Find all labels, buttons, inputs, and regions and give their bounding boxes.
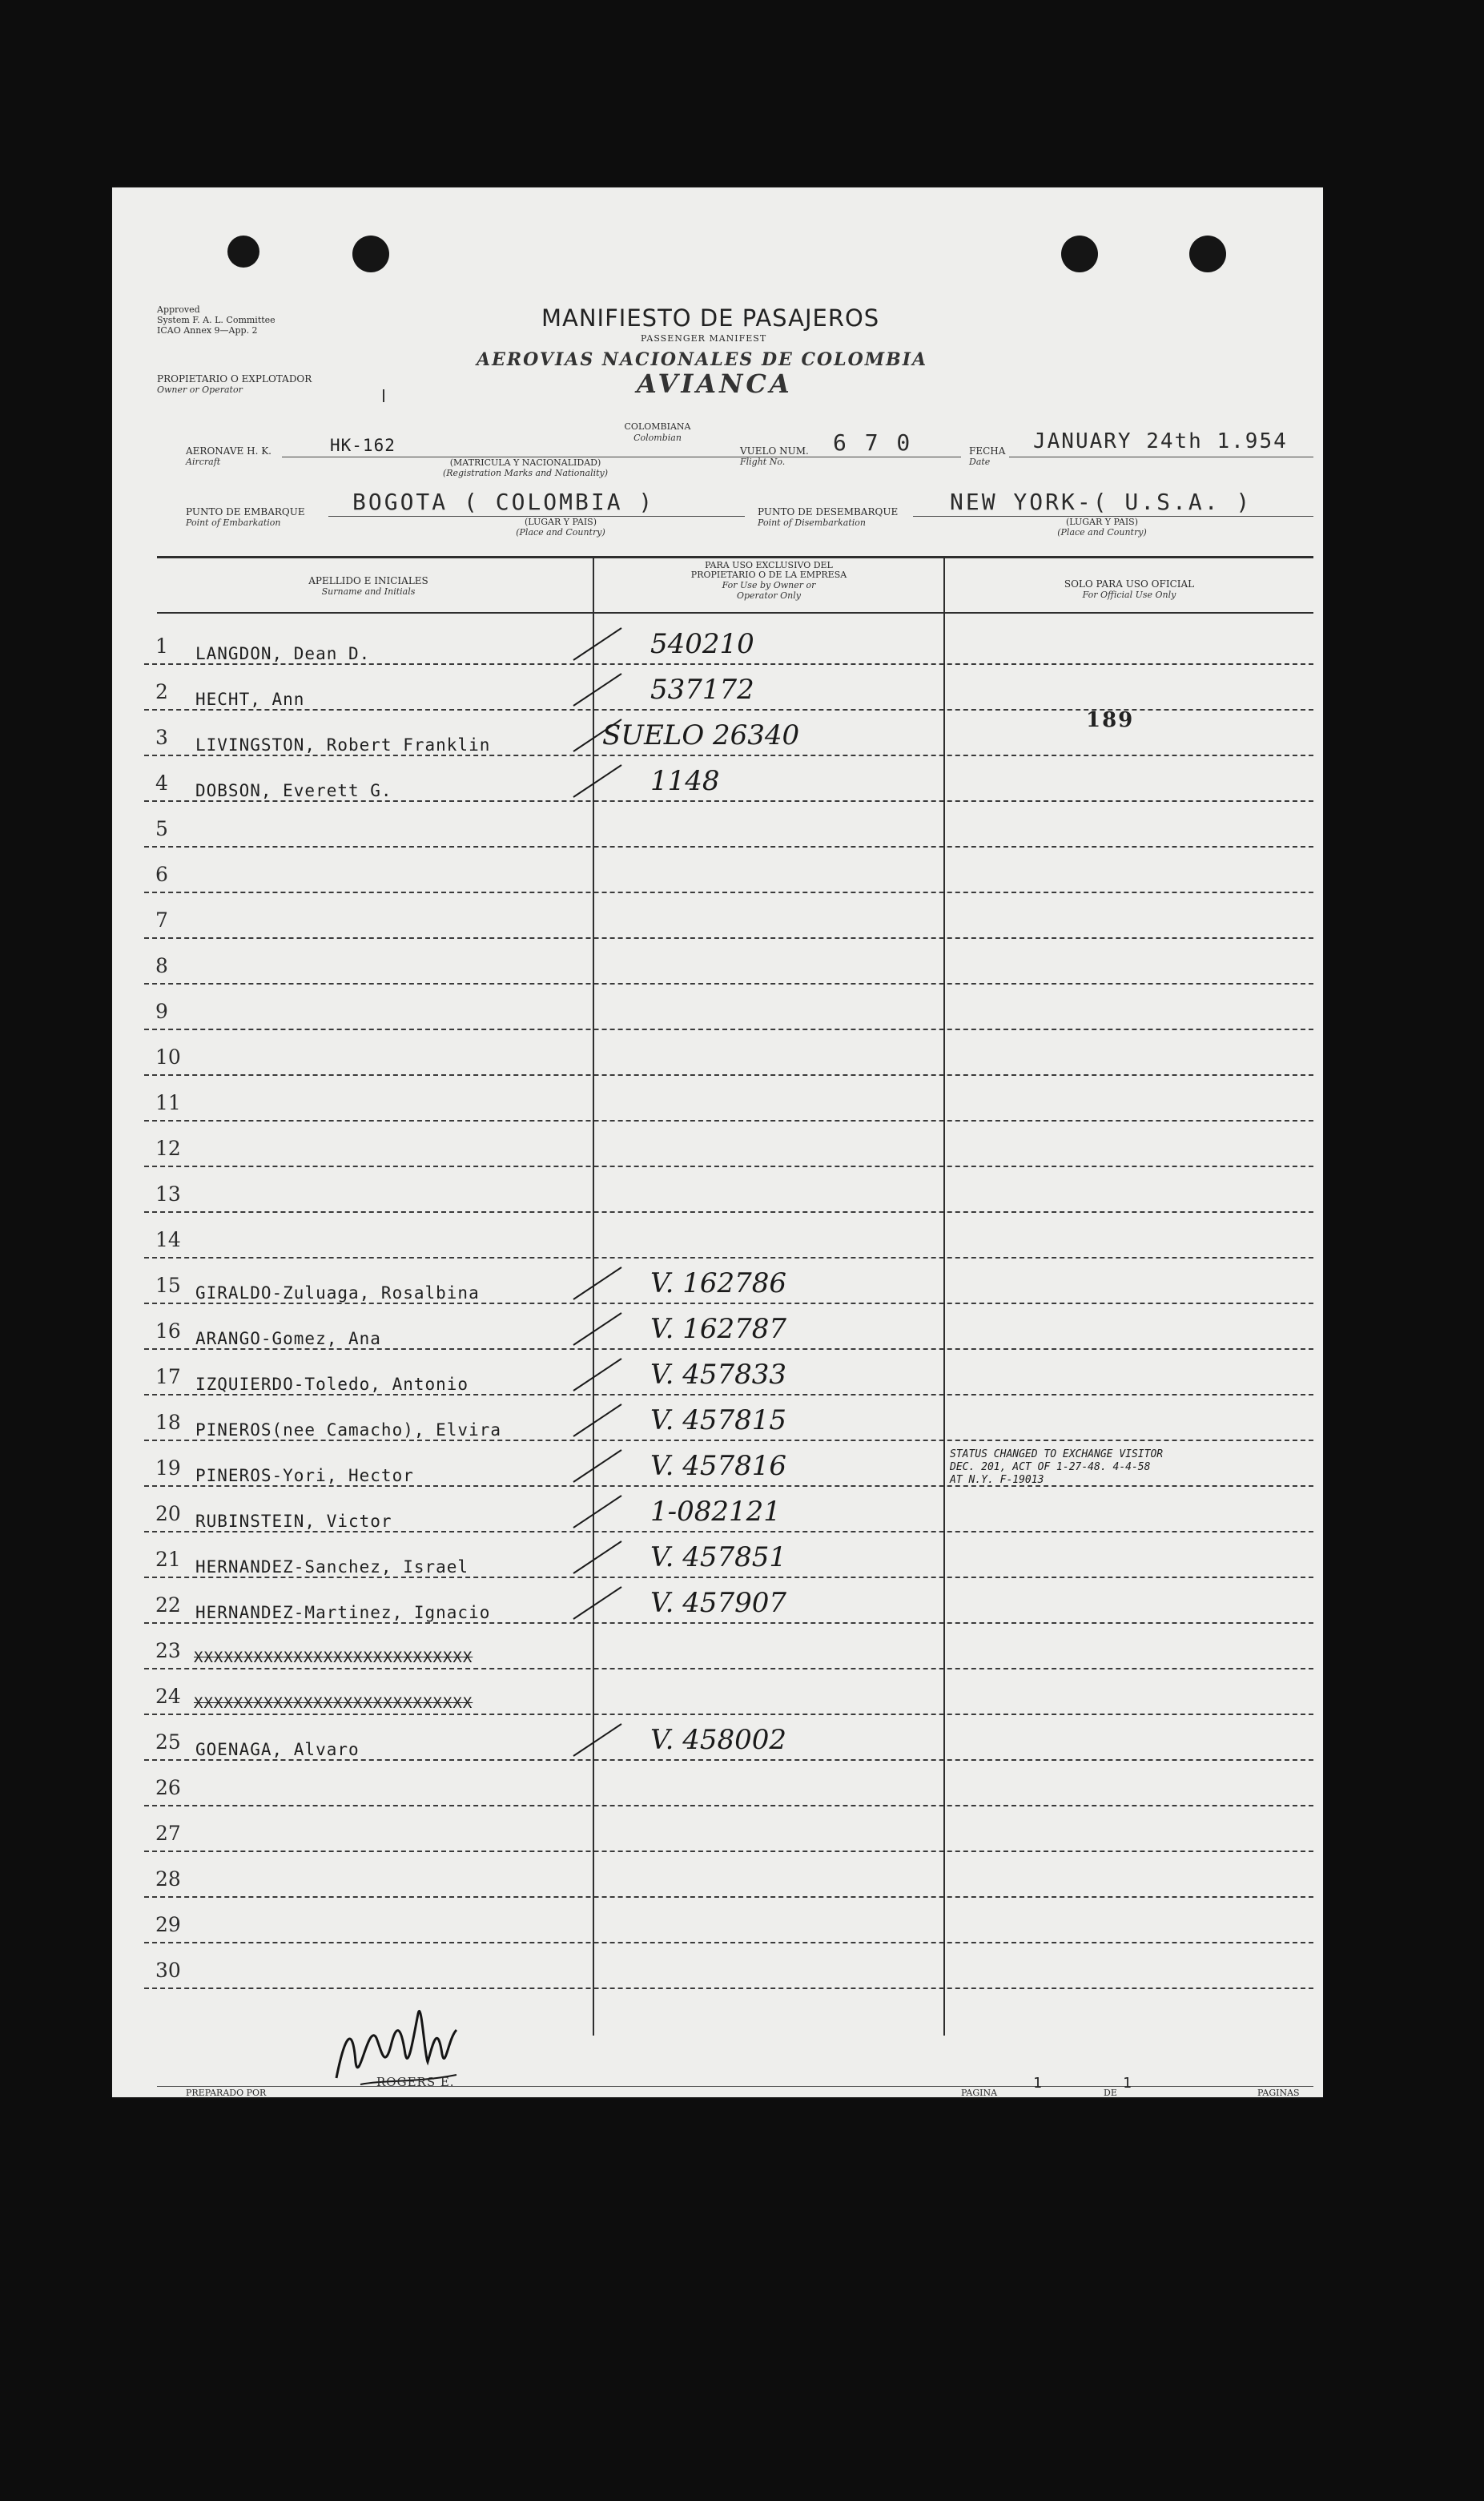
ticket-number: V. 458002 bbox=[650, 1724, 787, 1756]
row-rule bbox=[144, 1074, 1313, 1076]
row-number: 15 bbox=[155, 1274, 181, 1297]
airline-short-name: AVIANCA bbox=[637, 369, 793, 399]
row-number: 26 bbox=[155, 1776, 181, 1799]
status-note-line: AT N.Y. F-19013 bbox=[950, 1474, 1044, 1486]
passenger-name: HECHT, Ann bbox=[195, 690, 305, 709]
embarkation-label-es: PUNTO DE EMBARQUE bbox=[186, 506, 305, 518]
col-header-owner-en: For Use by Owner or Operator Only bbox=[722, 580, 816, 601]
aircraft-label bbox=[186, 445, 271, 467]
aircraft-label-es: AERONAVE H. K. bbox=[186, 445, 271, 457]
table-top-rule bbox=[157, 556, 1313, 558]
row-rule bbox=[144, 800, 1313, 802]
row-rule bbox=[144, 1988, 1313, 1989]
row-rule bbox=[144, 1211, 1313, 1213]
prepared-by-label: PREPARADO POR bbox=[186, 2088, 267, 2098]
passenger-name: HERNANDEZ-Martinez, Ignacio bbox=[195, 1603, 491, 1622]
row-number: 28 bbox=[155, 1867, 181, 1891]
date-label-en: Date bbox=[969, 457, 991, 467]
row-rule bbox=[144, 1531, 1313, 1532]
row-rule bbox=[144, 1120, 1313, 1122]
owner-label-en: Owner or Operator bbox=[157, 385, 243, 395]
registration-label-es: (MATRICULA Y NACIONALIDAD) bbox=[449, 457, 601, 468]
disembarkation-value: NEW YORK-( U.S.A. ) bbox=[950, 489, 1253, 515]
passenger-name: XXXXXXXXXXXXXXXXXXXXXXXXXXXX bbox=[194, 1694, 473, 1712]
row-number: 9 bbox=[155, 1000, 168, 1023]
ticket-number: V. 162787 bbox=[650, 1313, 787, 1345]
ticket-number: 1148 bbox=[650, 765, 720, 797]
manifest-subtitle: PASSENGER MANIFEST bbox=[641, 333, 767, 344]
row-number: 13 bbox=[155, 1182, 181, 1206]
row-number: 23 bbox=[155, 1639, 181, 1662]
passenger-name: RUBINSTEIN, Victor bbox=[195, 1512, 392, 1531]
row-rule bbox=[144, 755, 1313, 756]
row-rule bbox=[144, 1805, 1313, 1806]
row-number: 29 bbox=[155, 1913, 181, 1936]
check-mark-icon bbox=[570, 1582, 626, 1622]
page-total: 1 bbox=[1123, 2075, 1132, 2092]
aircraft-value: HK-162 bbox=[330, 436, 396, 455]
row-number: 7 bbox=[155, 908, 168, 932]
row-number: 21 bbox=[155, 1548, 181, 1571]
row-number: 11 bbox=[155, 1091, 181, 1114]
check-mark-icon bbox=[570, 1491, 626, 1531]
preparer-name: ROGERS E. bbox=[376, 2075, 455, 2089]
row-rule bbox=[144, 1577, 1313, 1578]
punch-hole-icon bbox=[1189, 236, 1226, 272]
row-rule bbox=[144, 937, 1313, 939]
row-number: 8 bbox=[155, 954, 168, 977]
approval-note bbox=[157, 304, 275, 336]
row-number: 2 bbox=[155, 680, 168, 703]
row-rule bbox=[144, 1668, 1313, 1669]
manifest-title: MANIFIESTO DE PASAJEROS bbox=[541, 304, 880, 332]
embarkation-label-en: Point of Embarkation bbox=[186, 518, 281, 528]
passenger-name: XXXXXXXXXXXXXXXXXXXXXXXXXXXX bbox=[194, 1649, 473, 1666]
check-mark-icon bbox=[570, 669, 626, 709]
date-label bbox=[969, 445, 1005, 467]
approval-line: Approved bbox=[157, 304, 200, 315]
row-number: 3 bbox=[155, 726, 168, 749]
table-header-rule bbox=[157, 612, 1313, 614]
check-mark-icon bbox=[570, 715, 626, 755]
row-number: 1 bbox=[155, 634, 168, 658]
check-mark-icon bbox=[570, 760, 626, 800]
row-number: 12 bbox=[155, 1137, 181, 1160]
row-rule bbox=[144, 1303, 1313, 1304]
row-rule bbox=[144, 892, 1313, 893]
check-mark-icon bbox=[570, 1308, 626, 1348]
passenger-name: IZQUIERDO-Toledo, Antonio bbox=[195, 1375, 469, 1394]
page-number: 1 bbox=[1033, 2075, 1043, 2092]
row-rule bbox=[144, 709, 1313, 711]
col-header-owner-es: PARA USO EXCLUSIVO DEL PROPIETARIO O DE LA EMPRESA bbox=[690, 560, 847, 580]
row-rule bbox=[144, 1348, 1313, 1350]
ticket-number: V. 162786 bbox=[650, 1267, 787, 1299]
flight-label-es: VUELO NUM. bbox=[740, 445, 809, 457]
col-header-owner bbox=[625, 561, 913, 601]
owner-tick-mark bbox=[383, 389, 384, 402]
passenger-name: HERNANDEZ-Sanchez, Israel bbox=[195, 1557, 469, 1577]
official-stamp-number: 189 bbox=[1086, 708, 1135, 732]
row-number: 30 bbox=[155, 1959, 181, 1982]
ticket-number: 540210 bbox=[650, 628, 754, 660]
row-number: 5 bbox=[155, 817, 168, 840]
ticket-number: V. 457833 bbox=[650, 1359, 787, 1391]
col-header-name bbox=[224, 575, 513, 597]
embarkation-value: BOGOTA ( COLOMBIA ) bbox=[352, 489, 655, 515]
row-number: 4 bbox=[155, 771, 168, 795]
place-label-es: (LUGAR Y PAIS) bbox=[524, 517, 597, 527]
row-rule bbox=[144, 663, 1313, 665]
row-number: 6 bbox=[155, 863, 168, 886]
passenger-name: GOENAGA, Alvaro bbox=[195, 1740, 360, 1759]
ticket-number: V. 457816 bbox=[650, 1450, 787, 1482]
airline-name: AEROVIAS NACIONALES DE COLOMBIA bbox=[477, 349, 928, 370]
date-label-es: FECHA bbox=[969, 445, 1006, 457]
row-rule bbox=[144, 1622, 1313, 1624]
approval-line: ICAO Annex 9—App. 2 bbox=[157, 325, 258, 336]
check-mark-icon bbox=[570, 1536, 626, 1577]
row-rule bbox=[144, 1440, 1313, 1441]
punch-hole-icon bbox=[1061, 236, 1098, 272]
row-rule bbox=[144, 1714, 1313, 1715]
status-change-note bbox=[950, 1448, 1163, 1487]
nationality-label-en: Colombian bbox=[633, 433, 682, 443]
col-header-name-es: APELLIDO E INICIALES bbox=[308, 575, 428, 586]
flight-label bbox=[740, 445, 809, 467]
check-mark-icon bbox=[570, 623, 626, 663]
nationality-label-es: COLOMBIANA bbox=[624, 421, 691, 432]
of-label: DE bbox=[1104, 2088, 1117, 2098]
place-label-en: (Place and Country) bbox=[516, 527, 605, 538]
punch-hole-icon bbox=[227, 236, 259, 268]
row-rule bbox=[144, 1029, 1313, 1030]
row-number: 27 bbox=[155, 1822, 181, 1845]
check-mark-icon bbox=[570, 1445, 626, 1485]
passenger-name: PINEROS(nee Camacho), Elvira bbox=[195, 1420, 502, 1440]
row-number: 24 bbox=[155, 1685, 181, 1708]
row-rule bbox=[144, 983, 1313, 985]
row-number: 10 bbox=[155, 1045, 181, 1069]
check-mark-icon bbox=[570, 1400, 626, 1440]
row-number: 17 bbox=[155, 1365, 181, 1388]
ticket-number: 537172 bbox=[650, 674, 754, 706]
flight-number: 6 7 0 bbox=[833, 429, 913, 456]
punch-hole-icon bbox=[352, 236, 389, 272]
row-rule bbox=[144, 1759, 1313, 1761]
passenger-name: PINEROS-Yori, Hector bbox=[195, 1466, 414, 1485]
column-divider bbox=[943, 558, 945, 2036]
ticket-number: V. 457907 bbox=[650, 1587, 787, 1619]
disembarkation-place-label bbox=[1022, 518, 1182, 538]
row-number: 18 bbox=[155, 1411, 181, 1434]
ticket-number: V. 457851 bbox=[650, 1541, 787, 1573]
col-header-name-en: Surname and Initials bbox=[321, 586, 416, 597]
passenger-name: ARANGO-Gomez, Ana bbox=[195, 1329, 381, 1348]
flight-date: JANUARY 24th 1.954 bbox=[1033, 429, 1288, 453]
check-mark-icon bbox=[570, 1719, 626, 1759]
passenger-name: DOBSON, Everett G. bbox=[195, 781, 392, 800]
row-rule bbox=[144, 1257, 1313, 1259]
row-rule bbox=[144, 1166, 1313, 1167]
row-number: 16 bbox=[155, 1319, 181, 1343]
row-number: 20 bbox=[155, 1502, 181, 1525]
owner-label bbox=[157, 373, 312, 395]
col-header-official-es: SOLO PARA USO OFICIAL bbox=[1064, 578, 1195, 590]
place-label-es: (LUGAR Y PAIS) bbox=[1065, 517, 1139, 527]
embarkation-place-label bbox=[481, 518, 641, 538]
row-number: 25 bbox=[155, 1730, 181, 1754]
ticket-number: 1-082121 bbox=[650, 1496, 781, 1528]
passenger-name: GIRALDO-Zuluaga, Rosalbina bbox=[195, 1283, 480, 1303]
embarkation-label bbox=[186, 506, 305, 528]
disembarkation-label-en: Point of Disembarkation bbox=[758, 518, 866, 528]
col-header-official bbox=[977, 578, 1281, 600]
pages-label: PAGINAS bbox=[1257, 2088, 1300, 2098]
registration-label bbox=[405, 458, 645, 478]
status-note-line: DEC. 201, ACT OF 1-27-48. 4-4-58 bbox=[950, 1461, 1151, 1473]
row-rule bbox=[144, 1851, 1313, 1852]
aircraft-label-en: Aircraft bbox=[186, 457, 221, 467]
owner-label-es: PROPIETARIO O EXPLOTADOR bbox=[157, 373, 312, 385]
registration-label-en: (Registration Marks and Nationality) bbox=[442, 468, 609, 478]
row-rule bbox=[144, 846, 1313, 848]
row-rule bbox=[144, 1394, 1313, 1395]
row-number: 14 bbox=[155, 1228, 181, 1251]
page-label: PAGINA bbox=[961, 2088, 998, 2098]
row-number: 19 bbox=[155, 1456, 181, 1480]
check-mark-icon bbox=[570, 1354, 626, 1394]
place-label-en: (Place and Country) bbox=[1057, 527, 1147, 538]
flight-label-en: Flight No. bbox=[740, 457, 786, 467]
check-mark-icon bbox=[570, 1263, 626, 1303]
row-rule bbox=[144, 1896, 1313, 1898]
disembarkation-label bbox=[758, 506, 898, 528]
ticket-number: SUELO 26340 bbox=[602, 719, 800, 751]
manifest-paper bbox=[112, 187, 1323, 2097]
row-rule bbox=[144, 1942, 1313, 1943]
col-header-official-en: For Official Use Only bbox=[1082, 590, 1176, 600]
disembarkation-label-es: PUNTO DE DESEMBARQUE bbox=[758, 506, 899, 518]
ticket-number: V. 457815 bbox=[650, 1404, 787, 1436]
nationality-label bbox=[613, 421, 702, 443]
passenger-name: LANGDON, Dean D. bbox=[195, 644, 371, 663]
status-note-line: STATUS CHANGED TO EXCHANGE VISITOR bbox=[950, 1448, 1164, 1460]
approval-line: System F. A. L. Committee bbox=[157, 315, 275, 325]
row-number: 22 bbox=[155, 1593, 181, 1617]
passenger-name: LIVINGSTON, Robert Franklin bbox=[195, 735, 491, 755]
